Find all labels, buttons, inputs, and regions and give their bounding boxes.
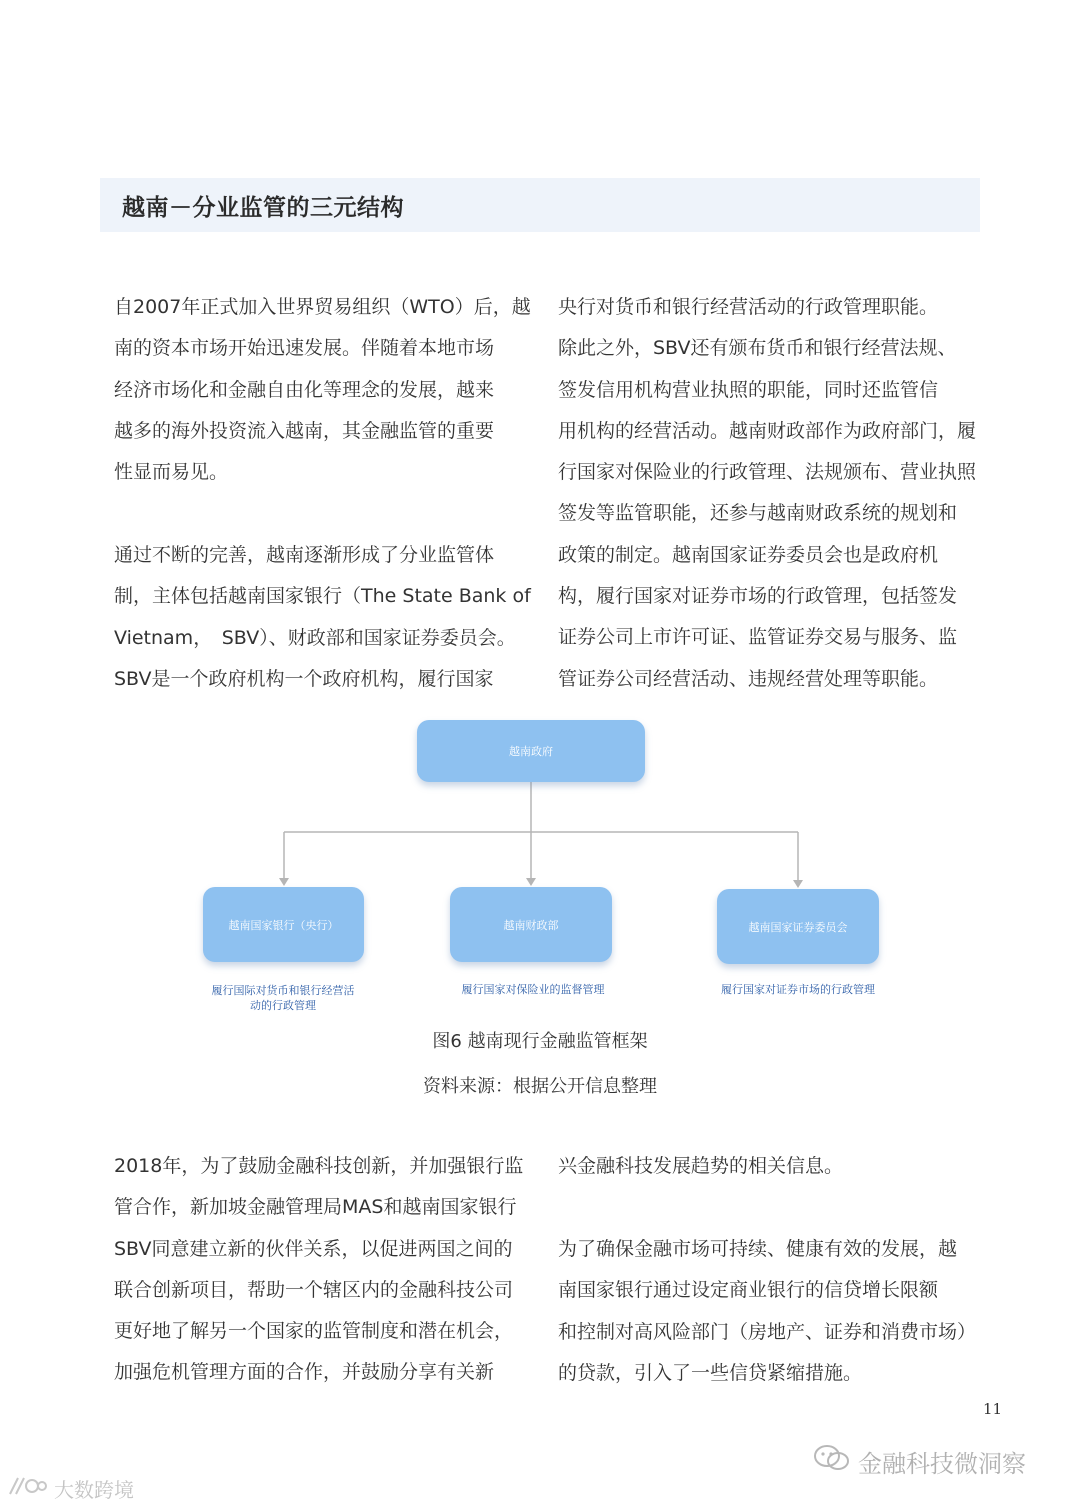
watermark-brand-text: 大数跨境	[54, 1478, 134, 1502]
node-desc-central-bank: 履行国际对货币和银行经营活 动的行政管理	[211, 984, 355, 1012]
diagram-node-finance-ministry	[450, 887, 612, 962]
paragraph-regulator-duties: 央行对货币和银行经营活动的行政管理职能。 除此之外，SBV还有颁布货币和银行经营法规、 签发信用机构营业执照的职能，同时还监管信 用机构的经营活动。越南财政部作为政府部门，履 行国家对保险业的行政管理、法规颁布、营业执照 签发等监管职能，还参与越南财政系统的规划和 政策的制定。越南国家证券委员会也是政府机 构，履行国家对证券市场的行政管理，包括签发 证券公司上市许可证、监管证券交易与服务、监 管证券公司经营活动、违规经营处理等职能。	[558, 296, 977, 690]
node-label-finance-ministry: 越南财政部	[503, 918, 559, 932]
watermark-brand	[6, 1474, 134, 1503]
paragraph-credit-tightening: 为了确保金融市场可持续、健康有效的发展，越 南国家银行通过设定商业银行的信贷增长限额 和控制对高风险部门（房地产、证券和消费市场） 的贷款，引入了一些信贷紧缩措施。	[558, 1238, 977, 1384]
node-desc-finance-ministry: 履行国家对保险业的监督管理	[461, 983, 605, 996]
paragraph-mas-sbv-partnership: 2018年，为了鼓励金融科技创新，并加强银行监 管合作，新加坡金融管理局MAS和越南国家银行 SBV同意建立新的伙伴关系，以促进两国之间的 联合创新项目，帮助一个辖区内的金融科技公司 更好地了解另一个国家的监管制度和潜在机会， 加强危机管理方面的合作，并鼓励分享有关新	[114, 1155, 524, 1384]
node-label-central-bank: 越南国家银行（央行）	[228, 918, 339, 932]
node-label-securities-commission: 越南国家证券委员会	[748, 920, 848, 934]
diagram-node-central-bank	[203, 887, 364, 962]
diagram-node-securities-commission	[717, 889, 879, 964]
watermark-wechat-text: 金融科技微洞察	[858, 1449, 1026, 1478]
section-title: 越南－分业监管的三元结构	[122, 194, 404, 221]
figure-source: 资料来源：根据公开信息整理	[423, 1076, 657, 1097]
node-label-government: 越南政府	[509, 745, 553, 758]
paragraph-partnership-cont: 兴金融科技发展趋势的相关信息。	[558, 1155, 844, 1177]
node-desc-securities-commission: 履行国家对证券市场的行政管理	[721, 983, 875, 996]
paragraph-regulatory-system: 通过不断的完善，越南逐渐形成了分业监管体 制，主体包括越南国家银行（The State Bank of Vietnam， SBV）、财政部和国家证券委员会。 SBV是一个政府机构一个政府机构，履行国家	[114, 544, 531, 690]
diagram-node-government	[417, 720, 645, 782]
paragraph-wto-intro: 自2007年正式加入世界贸易组织（WTO）后，越 南的资本市场开始迅速发展。伴随着本地市场 经济市场化和金融自由化等理念的发展，越来 越多的海外投资流入越南，其金融监管的重要 性显而易见。	[114, 296, 531, 484]
figure-caption: 图6 越南现行金融监管框架	[432, 1031, 648, 1052]
arrowhead-mof	[526, 878, 536, 886]
watermark-wechat	[812, 1443, 1026, 1479]
wechat-icon	[812, 1443, 852, 1479]
page-number: 11	[983, 1400, 1003, 1418]
arrowhead-ssc	[793, 880, 803, 888]
brand-logo-icon	[6, 1474, 48, 1503]
arrowhead-sbv	[279, 878, 289, 886]
